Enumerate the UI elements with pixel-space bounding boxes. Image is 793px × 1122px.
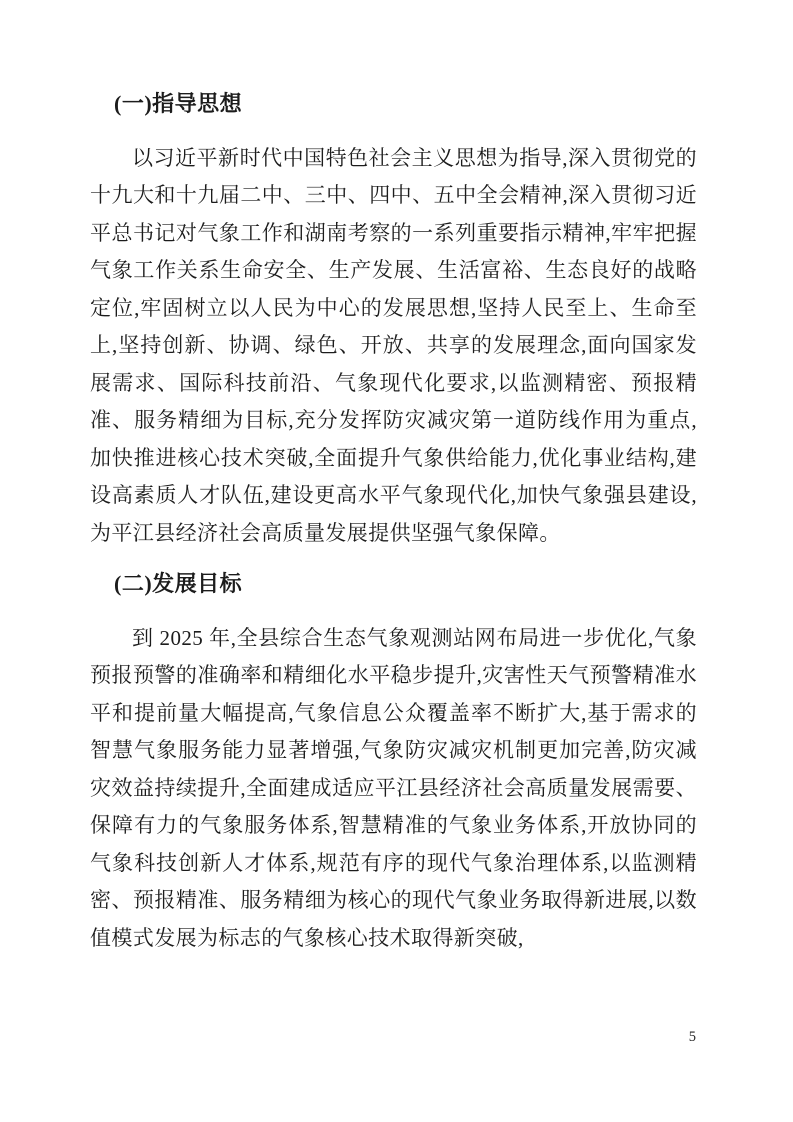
section-heading-development-goals: (二)发展目标 — [114, 571, 243, 596]
section-heading-guiding-ideology: (一)指导思想 — [114, 91, 243, 116]
section-paragraph-guiding-ideology: 以习近平新时代中国特色社会主义思想为指导,深入贯彻党的十九大和十九届二中、三中、四中、五中全会精神,深入贯彻习近平总书记对气象工作和湖南考察的一系列重要指示精神,牢牢把握气象工作关系生命安全、生产发展、生活富裕、生态良好的战略定位,牢固树立以人民为中心的发展思想,坚持人民至上、生命至上,坚持创新、协调、绿色、开放、共享的发展理念,面向国家发展需求、国际科技前沿、气象现代化要求,以监测精密、预报精准、服务精细为目标,充分发挥防灾减灾第一道防线作用为重点,加快推进核心技术突破,全面提升气象供给能力,优化事业结构,建设高素质人才队伍,建设更高水平气象现代化,加快气象强县建设,为平江县经济社会高质量发展提供坚强气象保障。 — [90, 145, 697, 545]
section-development-goals — [90, 565, 697, 957]
page-number: 5 — [688, 1029, 696, 1045]
document-body — [90, 85, 697, 957]
section-guiding-ideology — [90, 85, 697, 552]
section-paragraph-development-goals: 到 2025 年,全县综合生态气象观测站网布局进一步优化,气象预报预警的准确率和精细化水平稳步提升,灾害性天气预警精准水平和提前量大幅提高,气象信息公众覆盖率不断扩大,基于需求的智慧气象服务能力显著增强,气象防灾减灾机制更加完善,防灾减灾效益持续提升,全面建成适应平江县经济社会高质量发展需要、保障有力的气象服务体系,智慧精准的气象业务体系,开放协同的气象科技创新人才体系,规范有序的现代气象治理体系,以监测精密、预报精准、服务精细为核心的现代气象业务取得新进展,以数值模式发展为标志的气象核心技术取得新突破, — [90, 625, 697, 950]
